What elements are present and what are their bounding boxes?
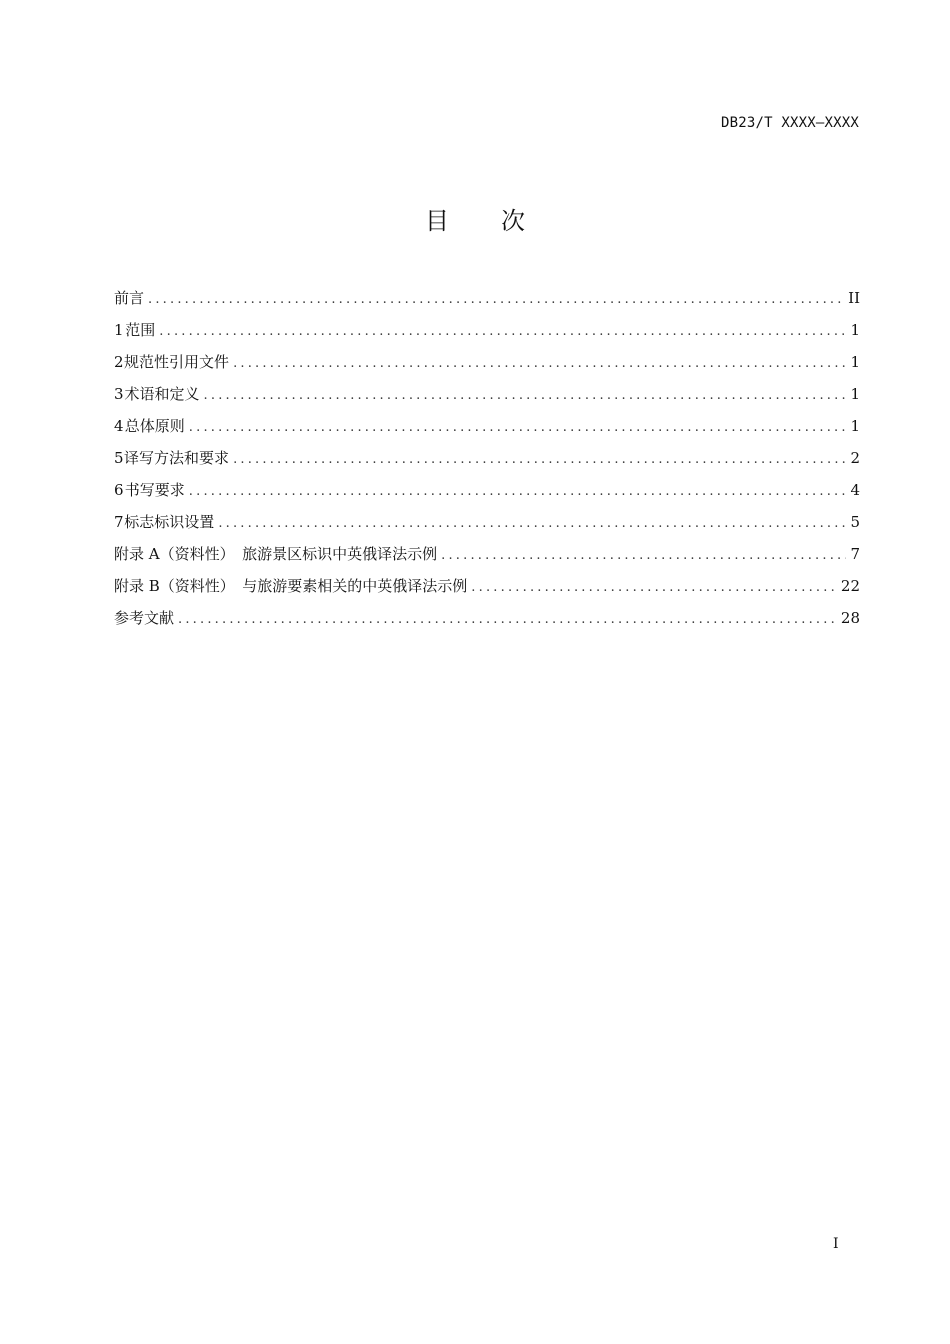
page-title-char-2: 次 [501,207,525,235]
toc-entry-label: 规范性引用文件 [124,353,230,371]
toc-entry-page: 1 [850,321,860,339]
document-code: DB23/T XXXX—XXXX [720,115,859,131]
toc-entry-number: 1 [114,321,124,339]
dot-leader [148,292,844,307]
dot-leader [471,580,837,595]
toc-entry-page: 1 [850,417,860,435]
toc-entry-page: 1 [850,353,860,371]
toc-entry-label: 总体原则 [124,417,185,435]
dot-leader [204,388,847,403]
toc-entry-label: 参考文献 [114,609,175,627]
dot-leader [233,452,846,467]
toc-entry-label: 范围 [125,321,156,339]
page-title-char-1: 目 [425,207,449,235]
toc-entry-appendix-b[interactable] [114,575,860,607]
toc-entry-label: 前言 [114,289,145,307]
toc-entry-number: 2 [114,353,124,371]
toc-entry-number: 6 [114,481,124,499]
toc-entry-page: 1 [850,385,860,403]
toc-entry-label: 附录 A（资料性） 旅游景区标识中英俄译法示例 [114,545,438,563]
dot-leader [159,324,846,339]
toc-entry-6[interactable] [114,479,860,511]
toc-entry-number: 4 [114,417,124,435]
page-title [0,201,950,236]
toc-entry-page: 2 [850,449,860,467]
dot-leader [233,356,846,371]
page-number: I [833,1236,839,1252]
toc-entry-references[interactable] [114,607,860,639]
toc-entry-number: 7 [114,513,124,531]
dot-leader [189,484,847,499]
table-of-contents [114,287,860,639]
toc-entry-3[interactable] [114,383,860,415]
toc-entry-4[interactable] [114,415,860,447]
dot-leader [178,612,837,627]
toc-entry-page: 4 [850,481,860,499]
toc-entry-appendix-a[interactable] [114,543,860,575]
dot-leader [441,548,846,563]
toc-entry-page: 5 [850,513,860,531]
toc-entry-page: 28 [840,609,860,627]
toc-entry-5[interactable] [114,447,860,479]
toc-entry-label: 译写方法和要求 [124,449,230,467]
dot-leader [189,420,847,435]
toc-entry-label: 标志标识设置 [124,513,215,531]
toc-entry-label: 附录 B（资料性） 与旅游要素相关的中英俄译法示例 [114,577,468,595]
toc-entry-2[interactable] [114,351,860,383]
dot-leader [218,516,846,531]
toc-entry-1[interactable] [114,319,860,351]
toc-entry-page: 22 [840,577,860,595]
toc-entry-number: 3 [114,385,124,403]
toc-entry-page: 7 [850,545,860,563]
toc-entry-label: 书写要求 [124,481,185,499]
toc-entry-label: 术语和定义 [124,385,200,403]
toc-entry-page: II [848,289,860,307]
toc-entry-7[interactable] [114,511,860,543]
toc-entry-foreword[interactable] [114,287,860,319]
toc-entry-number: 5 [114,449,124,467]
